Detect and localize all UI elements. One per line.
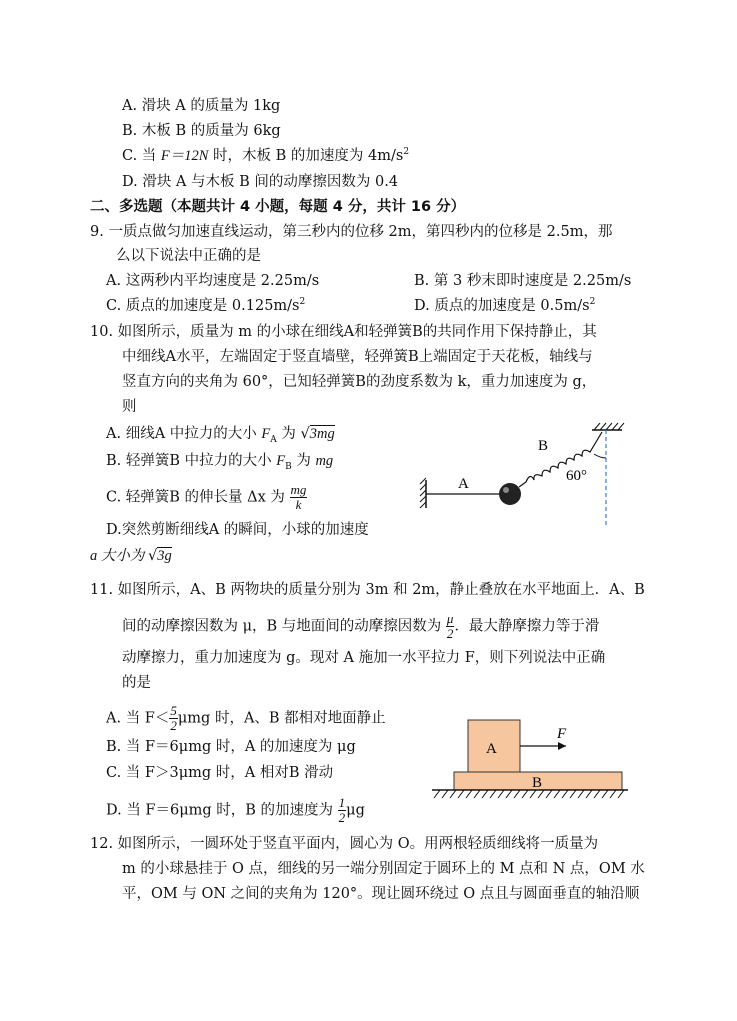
q11-stem-line3: 动摩擦力，重力加速度为 g。现对 A 施加一水平拉力 F，则下列说法中正确 (122, 650, 606, 666)
q12-stem-line2: m 的小球悬挂于 O 点，细线的另一端分别固定于圆环上的 M 点和 N 点，OM 水 (122, 861, 645, 877)
q9-option-b: B. 第 3 秒末即时速度是 2.25m/s (414, 273, 632, 289)
q12-stem-line1: 12. 如图所示，一圆环处于竖直平面内，圆心为 O。用两根轻质细线将一质量为 (90, 836, 599, 852)
spring-b (519, 432, 602, 487)
fig-force-label: F (557, 726, 567, 742)
q10-stem-line4: 则 (122, 399, 137, 415)
q11-option-c: C. 当 F＞3μmg 时，A 相对B 滑动 (106, 765, 334, 781)
fig-label-a: A (458, 476, 469, 492)
q10-option-c: C. 轻弹簧B 的伸长量 Δx 为 $\frac{mg}{k}$ (106, 482, 307, 512)
fig-angle: 60° (566, 468, 587, 484)
wall-hatch (420, 478, 426, 508)
q10-stem-line1: 10. 如图所示，质量为 m 的小球在细线A和轻弹簧B的共同作用下保持静止，其 (90, 324, 597, 340)
q10-stem-line2: 中细线A水平，左端固定于竖直墙壁，轻弹簧B上端固定于天花板，轴线与 (122, 349, 593, 365)
q11-option-b: B. 当 F＝6μmg 时，A 的加速度为 μg (106, 739, 356, 755)
ball (499, 483, 521, 505)
fig-board-b-label: B (532, 775, 543, 791)
q8-option-a: A. 滑块 A 的质量为 1kg (122, 98, 281, 114)
fig-label-b: B (538, 438, 549, 454)
ceiling-hatch (594, 423, 624, 430)
q11-option-d: D. 当 F＝6μmg 时，B 的加速度为 $\frac{1}{2}$ μg (106, 795, 365, 825)
q11-stem-line2: 间的动摩擦因数为 μ，B 与地面间的动摩擦因数为 $\frac{\mu}{2}$ ．最大静摩擦力等于滑 (122, 611, 600, 641)
q9-option-a: A. 这两秒内平均速度是 2.25m/s (106, 273, 320, 289)
q10-option-d-line2: a 大小为 √3g (90, 548, 172, 564)
q10-option-a: A. 细线A 中拉力的大小 $F_A$ 为 √3mg (106, 426, 335, 445)
q8-option-c: C. 当 F＝12N 时，木板 B 的加速度为 $4m/s^2$ (122, 147, 410, 164)
q9-stem-line1: 9. 一质点做匀加速直线运动，第三秒内的位移 2m，第四秒内的位移是 2.5m，那 (90, 224, 613, 240)
q11-option-a: A. 当 F＜ $\frac{5}{2}$ μmg 时，A、B 都相对地面静止 (106, 703, 386, 733)
q8-option-b: B. 木板 B 的质量为 6kg (122, 123, 281, 139)
q11-figure (432, 718, 628, 804)
q10-stem-line3: 竖直方向的夹角为 60°，已知轻弹簧B的劲度系数为 k，重力加速度为 g， (122, 374, 597, 390)
q10-option-b: B. 轻弹簧B 中拉力的大小 $F_B$ 为 mg (106, 453, 334, 472)
q11-stem-line1: 11. 如图所示，A、B 两物块的质量分别为 3m 和 2m，静止叠放在水平地面上．A、B (90, 582, 645, 598)
q9-stem-line2: 么以下说法中正确的是 (116, 248, 261, 264)
q12-stem-line3: 平，OM 与 ON 之间的夹角为 120°。现让圆环绕过 O 点且与圆面垂直的轴沿顺 (122, 886, 640, 902)
q9-option-d: D. 质点的加速度是 $0.5m/s^2$ (414, 297, 596, 314)
q10-option-d-line1: D.突然剪断细线A 的瞬间，小球的加速度 (106, 522, 369, 538)
q9-option-c: C. 质点的加速度是 $0.125m/s^2$ (106, 297, 306, 314)
angle-arc (594, 454, 606, 458)
q8-option-d: D. 滑块 A 与木板 B 间的动摩擦因数为 0.4 (122, 174, 399, 190)
q10-figure (416, 418, 628, 528)
fig-block-a-label: A (486, 741, 497, 757)
ground-hatch (434, 790, 624, 798)
force-arrowhead (558, 742, 566, 750)
section-heading: 二、多选题（本题共计 4 小题，每题 4 分，共计 16 分） (90, 199, 466, 215)
q11-stem-line4: 的是 (122, 675, 151, 691)
